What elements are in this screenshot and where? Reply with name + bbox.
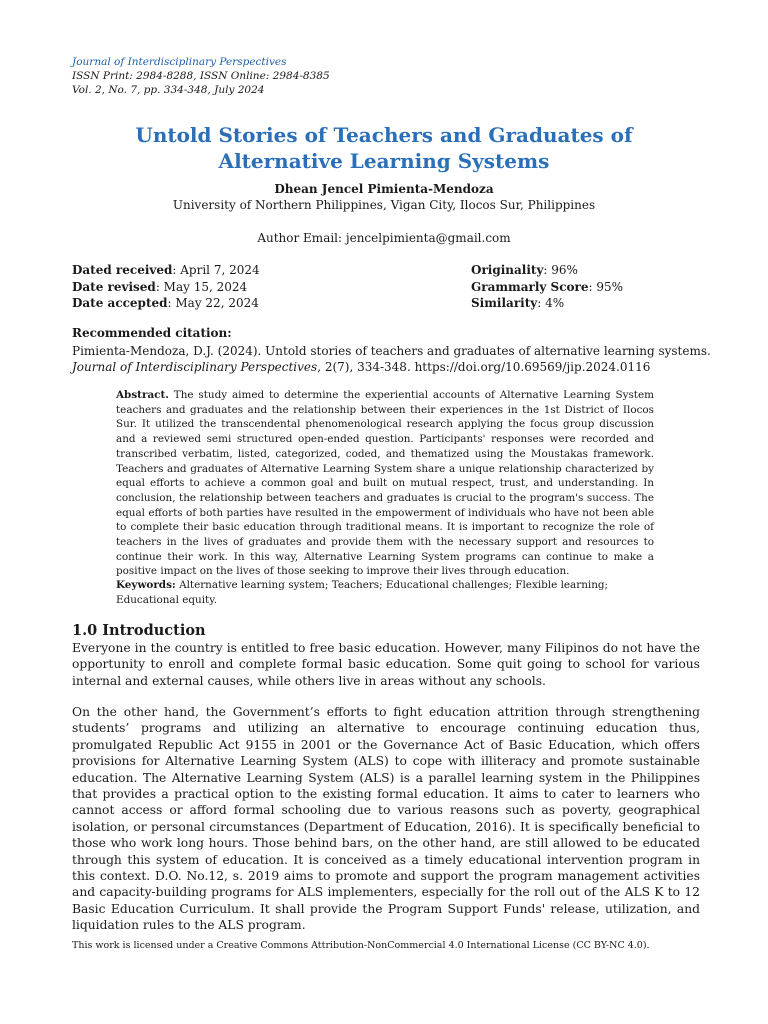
date-revised-label: Date revised <box>72 279 156 294</box>
keywords-text: Alternative learning system; Teachers; Educational challenges; Flexible learning; Educational equity. <box>116 579 609 606</box>
keywords-label: Keywords: <box>116 579 176 591</box>
citation-heading: Recommended citation: <box>72 326 232 340</box>
issn-line: ISSN Print: 2984-8288, ISSN Online: 2984-8385 <box>72 70 330 82</box>
originality-score <box>471 262 623 279</box>
similarity-value: : 4% <box>537 296 565 310</box>
title-line-2: Alternative Learning Systems <box>218 149 550 173</box>
section-heading: 1.0 Introduction <box>72 622 206 639</box>
volume-line: Vol. 2, No. 7, pp. 334-348, July 2024 <box>72 84 265 96</box>
dates-block <box>72 262 260 312</box>
similarity-label: Similarity <box>471 296 538 310</box>
paper-title <box>0 122 768 174</box>
license-footer: This work is licensed under a Creative Commons Attribution-NonCommercial 4.0 International License (CC BY-NC 4.0). <box>72 940 650 951</box>
author-email: Author Email: jencelpimienta@gmail.com <box>257 231 511 245</box>
citation-journal: Journal of Interdisciplinary Perspectives <box>72 360 318 374</box>
abstract-text: The study aimed to determine the experiential accounts of Alternative Learning System teachers and graduates and the relationship between their experiences in the 1st District of Ilocos Sur. It utilized the transcendental phenomenological research applying the focus group discussion and a reviewed semi structured open-ended question. Participants' responses were recorded and transcribed verbatim, listed, categorized, coded, and thematized using the Moustakas framework. Teachers and graduates of Alternative Learning System share a unique relationship characterized by equal efforts to achieve a common goal and built on mutual respect, trust, and understanding. In conclusion, the relationship between teachers and graduates is crucial to the program's success. The equal efforts of both parties have resulted in the empowerment of individuals who have not been able to complete their basic education through traditional means. It is important to recognize the role of teachers in the lives of graduates and provide them with the necessary support and resources to continue their work. In this way, Alternative Learning System programs can continue to make a positive impact on the lives of those seeking to improve their lives through education. <box>116 389 654 578</box>
intro-paragraph-1: Everyone in the country is entitled to free basic education. However, many Filipinos do not have the opportunity to enroll and complete formal basic education. Some quit going to school for various internal and external causes, while others live in areas without any schools. <box>72 641 700 688</box>
date-accepted-value: : May 22, 2024 <box>167 296 259 310</box>
keywords <box>116 578 654 608</box>
originality-label: Originality <box>471 263 544 277</box>
citation-line-1: Pimienta-Mendoza, D.J. (2024). Untold stories of teachers and graduates of alternative learning systems. <box>72 344 711 358</box>
date-revised-value: : May 15, 2024 <box>155 279 248 294</box>
date-revised <box>72 279 260 296</box>
intro-paragraph-2: On the other hand, the Government’s efforts to fight education attrition through strengthening students’ programs and utilizing an alternative to encourage continuing education thus, promulgated Republic Act 9155 in 2001 or the Governance Act of Basic Education, which offers provisions for Alternative Learning System (ALS) to cope with illiteracy and promote sustainable education. The Alternative Learning System (ALS) is a parallel learning system in the Philippines that provides a practical option to the existing formal education. It aims to cater to learners who cannot access or afford formal schooling due to various reasons such as poverty, geographical isolation, or personal circumstances (Department of Education, 2016). It is specifically beneficial to those who work long hours. Those behind bars, on the other hand, are still allowed to be educated through this system of education. It is conceived as a timely educational intervention program in this context. D.O. No.12, s. 2019 aims to promote and support the program management activities and capacity-building programs for ALS implementers, especially for the roll out of the ALS K to 12 Basic Education Curriculum. It shall provide the Program Support Funds' release, utilization, and liquidation rules to the ALS program. <box>72 705 700 933</box>
grammarly-value: : 95% <box>588 279 624 294</box>
date-accepted-label: Date accepted <box>72 296 168 310</box>
originality-value: : 96% <box>543 263 578 277</box>
grammarly-score <box>471 279 623 296</box>
citation-line-2 <box>72 359 712 375</box>
date-received-value: : April 7, 2024 <box>172 263 260 277</box>
journal-header <box>72 55 330 97</box>
citation-rest: , 2(7), 334-348. https://doi.org/10.69569/jip.2024.0116 <box>317 360 651 374</box>
citation-text <box>72 343 712 375</box>
journal-name: Journal of Interdisciplinary Perspectives <box>72 56 287 68</box>
date-received-label: Dated received <box>72 263 173 277</box>
author-name: Dhean Jencel Pimienta-Mendoza <box>274 182 494 196</box>
date-accepted <box>72 295 260 312</box>
scores-block <box>471 262 623 312</box>
author-affiliation: University of Northern Philippines, Vigan City, Ilocos Sur, Philippines <box>172 198 596 212</box>
abstract <box>116 388 654 579</box>
title-line-1: Untold Stories of Teachers and Graduates of <box>135 123 633 147</box>
similarity-score <box>471 295 623 312</box>
abstract-label: Abstract. <box>116 389 169 401</box>
grammarly-label: Grammarly Score <box>471 279 589 294</box>
date-received <box>72 262 260 279</box>
